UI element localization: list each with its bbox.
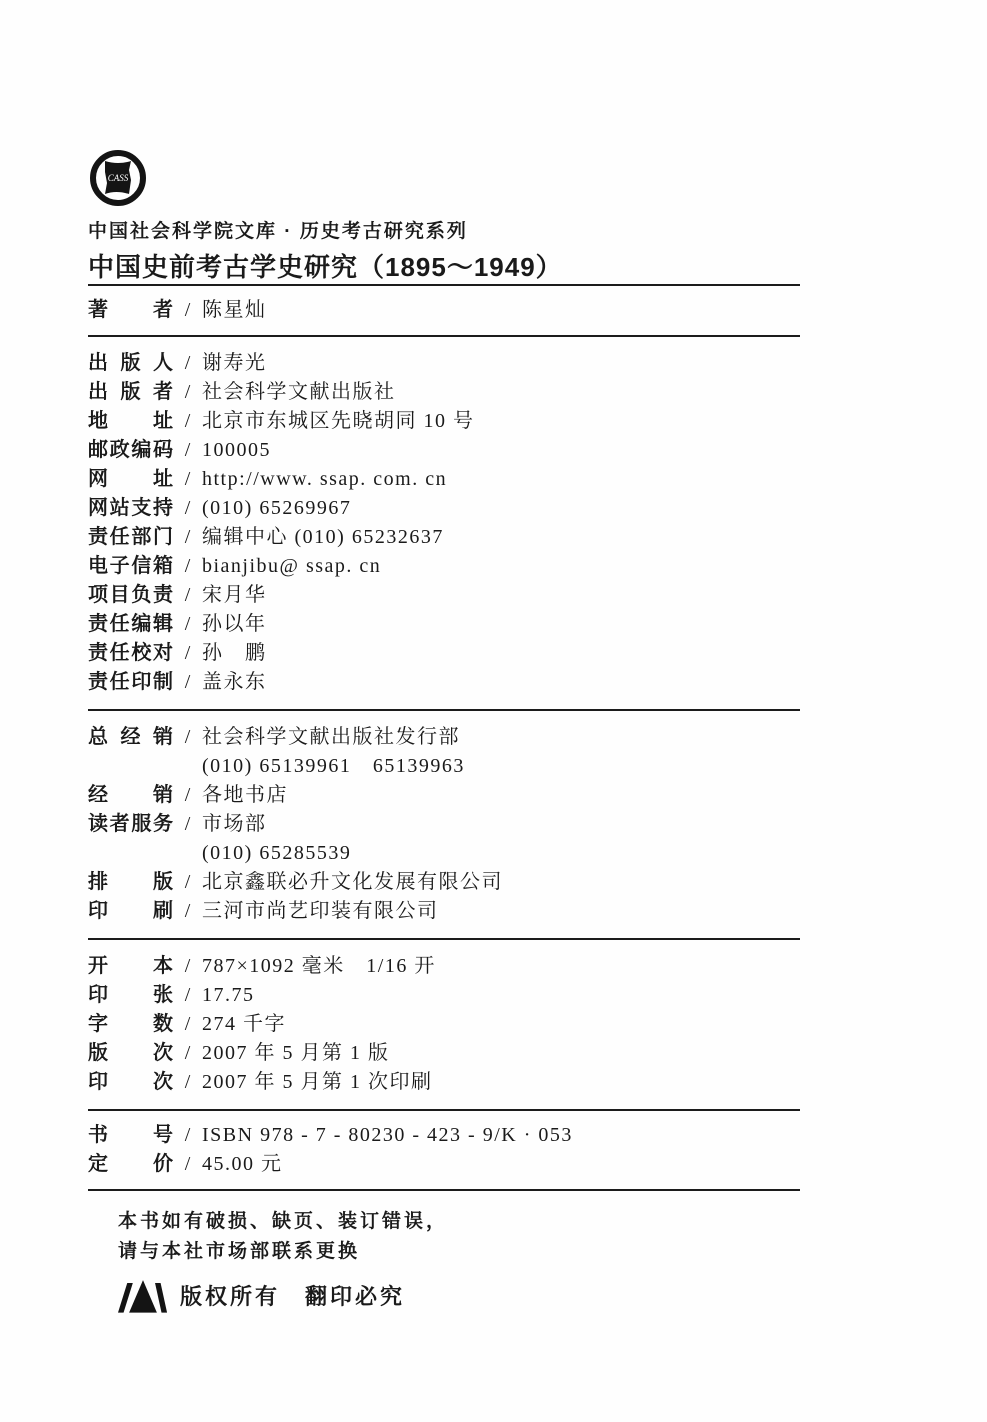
field-value: (010) 65139961 65139963 [202, 755, 465, 777]
colophon-row [88, 1039, 800, 1068]
colophon-row [88, 1150, 800, 1179]
distribution-section [88, 711, 800, 938]
colophon-row [88, 552, 800, 581]
field-label: 地址 [88, 410, 174, 432]
colophon-row [88, 610, 800, 639]
isbn-section [88, 1111, 800, 1189]
colophon-row [88, 723, 800, 752]
colophon-row [88, 1121, 800, 1150]
book-title: 中国史前考古学史研究（1895～1949） [88, 252, 563, 282]
field-value: 三河市尚艺印装有限公司 [202, 900, 439, 922]
field-value: 45.00 元 [202, 1153, 283, 1175]
field-label: 责任印制 [88, 671, 174, 693]
colophon-row [88, 1068, 800, 1097]
cass-logo-text: CASS [107, 173, 129, 183]
field-separator: / [184, 526, 192, 548]
field-value: 社会科学文献出版社发行部 [202, 726, 460, 748]
field-value: 编辑中心 (010) 65232637 [202, 526, 444, 548]
author-section [88, 286, 800, 335]
field-separator: / [184, 726, 192, 748]
colophon-row [88, 952, 800, 981]
field-separator: / [184, 871, 192, 893]
field-value: 宋月华 [202, 584, 267, 606]
field-label: 项目负责 [88, 584, 174, 606]
colophon-row [88, 465, 800, 494]
field-separator: / [184, 410, 192, 432]
field-separator: / [184, 555, 192, 577]
field-label: 电子信箱 [88, 555, 174, 577]
copyright-row [118, 1277, 800, 1313]
field-value: 2007 年 5 月第 1 版 [202, 1042, 390, 1064]
colophon-row [88, 868, 800, 897]
field-separator: / [184, 784, 192, 806]
field-value: bianjibu@ ssap. cn [202, 555, 382, 577]
field-separator: / [184, 439, 192, 461]
colophon-row [88, 581, 800, 610]
field-value: 市场部 [202, 813, 267, 835]
field-label: 印张 [88, 984, 174, 1006]
field-separator: / [184, 813, 192, 835]
field-separator: / [184, 381, 192, 403]
field-value: 北京鑫联必升文化发展有限公司 [202, 871, 503, 893]
colophon-row [88, 839, 800, 868]
colophon-row [88, 752, 800, 781]
copyright-text: 版权所有 翻印必究 [180, 1283, 406, 1309]
field-label: 印次 [88, 1071, 174, 1093]
field-value: 787×1092 毫米 1/16 开 [202, 955, 436, 977]
field-separator: / [184, 1124, 192, 1146]
colophon-row [88, 436, 800, 465]
field-label: 开本 [88, 955, 174, 977]
divider [88, 1189, 800, 1191]
field-label: 总经销 [88, 726, 174, 748]
colophon-row [88, 781, 800, 810]
colophon-row [88, 494, 800, 523]
field-separator: / [184, 497, 192, 519]
colophon-row [88, 378, 800, 407]
field-label: 排版 [88, 871, 174, 893]
field-label: 责任编辑 [88, 613, 174, 635]
field-value: 2007 年 5 月第 1 次印刷 [202, 1071, 433, 1093]
field-label: 著者 [88, 299, 174, 321]
field-separator: / [184, 613, 192, 635]
colophon-row [88, 523, 800, 552]
field-label: 网址 [88, 468, 174, 490]
field-label: 网站支持 [88, 497, 174, 519]
colophon-row [88, 810, 800, 839]
field-label: 定价 [88, 1153, 174, 1175]
field-value: (010) 65285539 [202, 842, 352, 864]
series-title: 中国社会科学院文库 · 历史考古研究系列 [88, 221, 468, 242]
field-value: 17.75 [202, 984, 255, 1006]
field-value: 各地书店 [202, 784, 288, 806]
colophon-row [88, 639, 800, 668]
field-label: 书号 [88, 1124, 174, 1146]
publish-section [88, 337, 800, 709]
field-separator: / [184, 671, 192, 693]
field-label: 出版人 [88, 352, 174, 374]
field-label: 邮政编码 [88, 439, 174, 461]
copyright-mark-icon [118, 1277, 168, 1313]
field-separator: / [184, 1042, 192, 1064]
field-label: 责任部门 [88, 526, 174, 548]
field-label: 印刷 [88, 900, 174, 922]
field-label: 字数 [88, 1013, 174, 1035]
field-separator: / [184, 900, 192, 922]
field-separator: / [184, 352, 192, 374]
field-separator: / [184, 955, 192, 977]
colophon-row [88, 407, 800, 436]
field-value: (010) 65269967 [202, 497, 352, 519]
colophon-row [88, 897, 800, 926]
damage-notice-line1: 本书如有破损、缺页、装订错误， [118, 1211, 449, 1232]
colophon-row [88, 981, 800, 1010]
field-value: 社会科学文献出版社 [202, 381, 396, 403]
field-label: 版次 [88, 1042, 174, 1064]
colophon-row [88, 349, 800, 378]
field-value: ISBN 978 - 7 - 80230 - 423 - 9/K · 053 [202, 1124, 573, 1146]
field-separator: / [184, 984, 192, 1006]
damage-notice-line2: 请与本社市场部联系更换 [118, 1241, 361, 1262]
field-value: 100005 [202, 439, 271, 461]
field-separator: / [184, 1153, 192, 1175]
field-value: 孙 鹏 [202, 642, 267, 664]
colophon-row [88, 296, 800, 325]
field-separator: / [184, 299, 192, 321]
field-separator: / [184, 468, 192, 490]
field-separator: / [184, 1071, 192, 1093]
field-label: 责任校对 [88, 642, 174, 664]
field-value: 孙以年 [202, 613, 267, 635]
field-value: 274 千字 [202, 1013, 286, 1035]
field-value: http://www. ssap. com. cn [202, 468, 448, 490]
field-value: 盖永东 [202, 671, 267, 693]
field-separator: / [184, 584, 192, 606]
field-value: 谢寿光 [202, 352, 267, 374]
field-separator: / [184, 1013, 192, 1035]
colophon-row [88, 1010, 800, 1039]
cass-logo-icon [88, 148, 148, 208]
field-label: 经销 [88, 784, 174, 806]
field-separator: / [184, 642, 192, 664]
field-label: 出版者 [88, 381, 174, 403]
field-label: 读者服务 [88, 813, 174, 835]
colophon-row [88, 668, 800, 697]
field-value: 北京市东城区先晓胡同 10 号 [202, 410, 475, 432]
format-section [88, 940, 800, 1109]
footer-notice [118, 1207, 800, 1313]
field-value: 陈星灿 [202, 299, 267, 321]
